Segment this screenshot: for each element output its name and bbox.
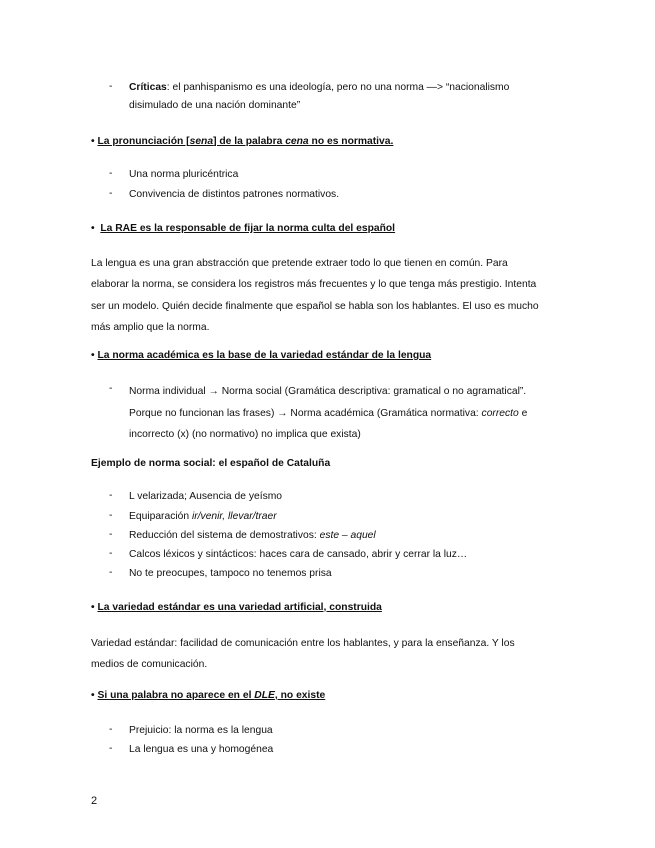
item-text: Norma social (Gramática descriptiva: gramatical o no agramatical”. bbox=[218, 386, 527, 397]
bullet: • bbox=[91, 350, 95, 361]
paragraph-line: medios de comunicación. bbox=[91, 659, 208, 671]
paragraph-line: más amplio que la norma. bbox=[91, 321, 210, 333]
list-dash: - bbox=[109, 529, 113, 540]
heading-text: La variedad estándar es una variedad artificial, construida bbox=[97, 602, 382, 613]
item-text: Norma académica (Gramática normativa: bbox=[287, 407, 482, 419]
list-item bbox=[129, 529, 565, 543]
list-dash: - bbox=[109, 743, 113, 754]
item-text: Equiparación bbox=[129, 511, 192, 522]
list-dash: - bbox=[109, 188, 113, 199]
paragraph-variedad bbox=[91, 633, 565, 676]
item-italic: este – aquel bbox=[319, 530, 376, 541]
list-item: No te preocupes, tampoco no tenemos prisa bbox=[129, 568, 332, 579]
bullet: • bbox=[91, 136, 95, 147]
heading-text: , no existe bbox=[274, 690, 326, 701]
arrow-right-icon: → bbox=[277, 407, 288, 419]
paragraph-line: Variedad estándar: facilidad de comunicación entre los hablantes, y para la enseñanza. Y los bbox=[91, 638, 515, 649]
heading-text: Si una palabra no aparece en el bbox=[97, 690, 255, 701]
heading-text: La pronunciación [ bbox=[97, 136, 190, 147]
paragraph-line: La lengua es una gran abstracción que pretende extraer todo lo que tienen en común. Para bbox=[91, 258, 508, 269]
list-item: L velarizada; Ausencia de yeísmo bbox=[129, 491, 283, 502]
item-italic: correcto bbox=[481, 407, 519, 419]
section-heading-rae bbox=[91, 222, 395, 236]
list-dash: - bbox=[109, 548, 113, 559]
heading-text: no es normativa. bbox=[308, 136, 394, 147]
arrow-right-icon: → bbox=[208, 386, 219, 397]
heading-text: La RAE es la responsable de fijar la norma culta del español bbox=[100, 223, 396, 234]
criticas-text-1: : el panhispanismo es una ideología, pero no una norma —> “nacionalismo bbox=[166, 82, 510, 93]
heading-italic: DLE bbox=[254, 690, 275, 701]
list-dash: - bbox=[109, 490, 113, 501]
section-heading-norma-academica bbox=[91, 349, 431, 363]
item-italic: ir/venir, llevar/traer bbox=[191, 511, 277, 522]
item-text: Porque no funcionan las frases) bbox=[129, 407, 278, 419]
list-item bbox=[129, 510, 565, 524]
page-number: 2 bbox=[91, 795, 98, 807]
criticas-label: Críticas bbox=[129, 82, 167, 93]
list-item: Calcos léxicos y sintácticos: haces cara de cansado, abrir y cerrar la luz… bbox=[129, 549, 468, 560]
heading-italic: cena bbox=[285, 136, 309, 147]
list-item: Prejuicio: la norma es la lengua bbox=[129, 725, 273, 736]
list-item: Convivencia de distintos patrones normativos. bbox=[129, 189, 340, 200]
heading-text: La norma académica es la base de la variedad estándar de la lengua bbox=[97, 350, 432, 361]
item-text: e bbox=[518, 407, 528, 419]
list-dash: - bbox=[109, 383, 113, 394]
heading-italic: sena bbox=[189, 136, 214, 147]
list-dash: - bbox=[109, 168, 113, 179]
list-dash: - bbox=[109, 81, 113, 92]
paragraph-line: elaborar la norma, se considera los registros más frecuentes y lo que tenga más prestigio. Intenta bbox=[91, 279, 537, 291]
section-heading-pronunciacion bbox=[91, 135, 393, 149]
list-dash: - bbox=[109, 567, 113, 578]
section-heading-cataluna: Ejemplo de norma social: el español de Cataluña bbox=[91, 458, 331, 469]
list-item: La lengua es una y homogénea bbox=[129, 744, 274, 755]
bullet: • bbox=[91, 690, 95, 701]
heading-text: ] de la palabra bbox=[213, 136, 286, 147]
item-text: Reducción del sistema de demostrativos: bbox=[129, 530, 320, 541]
list-item: Una norma pluricéntrica bbox=[129, 169, 239, 180]
list-dash: - bbox=[109, 510, 113, 521]
paragraph-lengua bbox=[91, 253, 565, 338]
list-dash: - bbox=[109, 724, 113, 735]
section-heading-dle bbox=[91, 689, 325, 703]
item-text: incorrecto (x) (no normativo) no implica que exista) bbox=[129, 429, 361, 440]
section-heading-variedad bbox=[91, 601, 382, 615]
bullet: • bbox=[91, 602, 95, 613]
paragraph-line: ser un modelo. Quién decide finalmente que español se habla son los hablantes. El uso es mucho bbox=[91, 300, 539, 312]
criticas-text-2: disimulado de una nación dominante” bbox=[129, 100, 301, 111]
bullet: • bbox=[91, 223, 95, 234]
criticas-item bbox=[129, 79, 565, 115]
item-text: Norma individual bbox=[129, 386, 209, 397]
norma-item bbox=[129, 381, 565, 446]
